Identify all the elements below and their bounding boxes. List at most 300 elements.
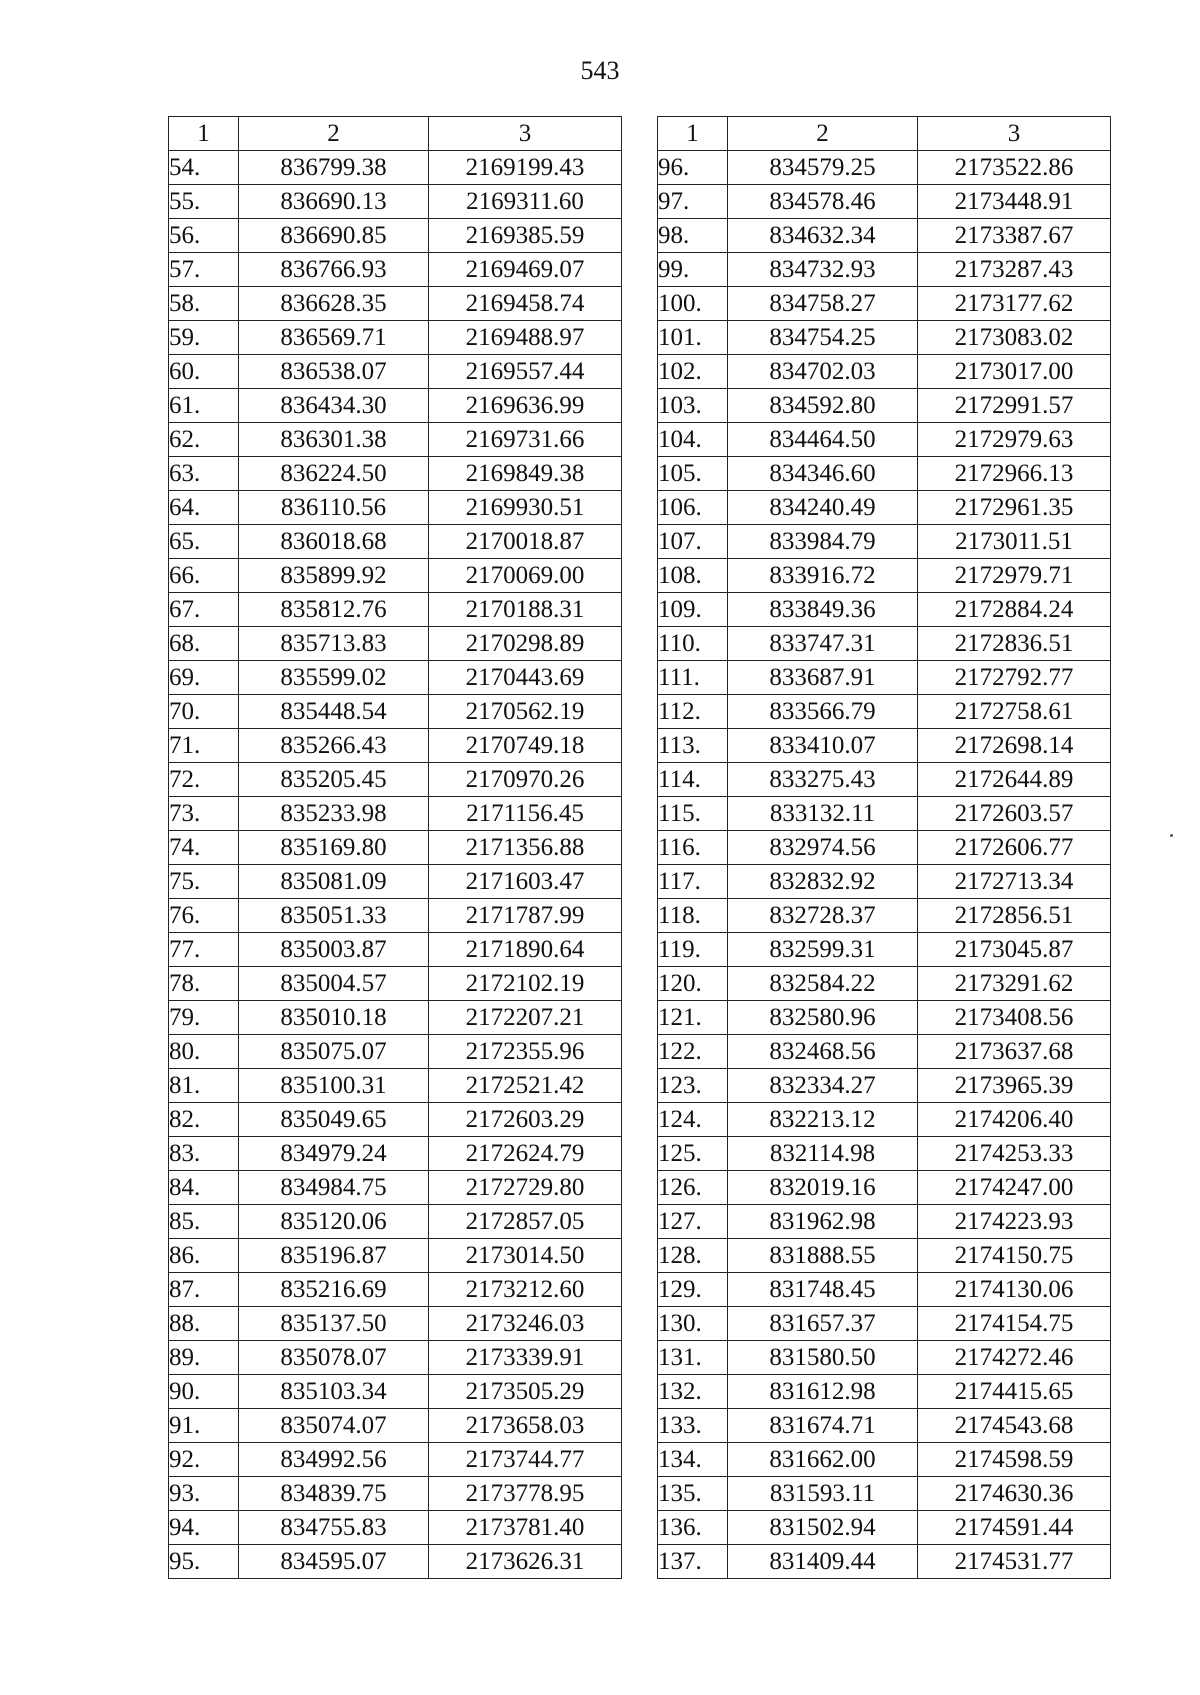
point-number: 102. <box>658 355 728 389</box>
point-number: 120. <box>658 967 728 1001</box>
table-row <box>658 1409 1111 1443</box>
x-coordinate: 835103.34 <box>239 1375 429 1409</box>
y-coordinate: 2172856.51 <box>918 899 1111 933</box>
coordinates-table-right <box>657 116 1111 1579</box>
table-row <box>658 1375 1111 1409</box>
table-row <box>169 1511 622 1545</box>
point-number: 108. <box>658 559 728 593</box>
point-number: 96. <box>658 151 728 185</box>
point-number: 78. <box>169 967 239 1001</box>
y-coordinate: 2173637.68 <box>918 1035 1111 1069</box>
table-row <box>658 831 1111 865</box>
x-coordinate: 836628.35 <box>239 287 429 321</box>
x-coordinate: 832580.96 <box>728 1001 918 1035</box>
y-coordinate: 2173287.43 <box>918 253 1111 287</box>
x-coordinate: 834702.03 <box>728 355 918 389</box>
y-coordinate: 2169557.44 <box>429 355 622 389</box>
table-row <box>169 491 622 525</box>
table-row <box>169 525 622 559</box>
table-body <box>169 151 622 1579</box>
table-row <box>169 1307 622 1341</box>
table-row <box>169 1035 622 1069</box>
point-number: 118. <box>658 899 728 933</box>
y-coordinate: 2172606.77 <box>918 831 1111 865</box>
x-coordinate: 833275.43 <box>728 763 918 797</box>
point-number: 80. <box>169 1035 239 1069</box>
x-coordinate: 834632.34 <box>728 219 918 253</box>
point-number: 62. <box>169 423 239 457</box>
point-number: 105. <box>658 457 728 491</box>
point-number: 82. <box>169 1103 239 1137</box>
table-row <box>658 287 1111 321</box>
table-row <box>169 797 622 831</box>
y-coordinate: 2169731.66 <box>429 423 622 457</box>
x-coordinate: 835812.76 <box>239 593 429 627</box>
point-number: 103. <box>658 389 728 423</box>
y-coordinate: 2172644.89 <box>918 763 1111 797</box>
point-number: 67. <box>169 593 239 627</box>
table-row <box>658 967 1111 1001</box>
table-row <box>169 287 622 321</box>
point-number: 113. <box>658 729 728 763</box>
y-coordinate: 2173291.62 <box>918 967 1111 1001</box>
y-coordinate: 2172961.35 <box>918 491 1111 525</box>
y-coordinate: 2174531.77 <box>918 1545 1111 1579</box>
y-coordinate: 2173408.56 <box>918 1001 1111 1035</box>
y-coordinate: 2170188.31 <box>429 593 622 627</box>
x-coordinate: 834984.75 <box>239 1171 429 1205</box>
point-number: 59. <box>169 321 239 355</box>
x-coordinate: 836301.38 <box>239 423 429 457</box>
table-row <box>658 729 1111 763</box>
y-coordinate: 2172884.24 <box>918 593 1111 627</box>
y-coordinate: 2171787.99 <box>429 899 622 933</box>
point-number: 104. <box>658 423 728 457</box>
table-row <box>658 1477 1111 1511</box>
table-row <box>169 1239 622 1273</box>
x-coordinate: 831657.37 <box>728 1307 918 1341</box>
point-number: 83. <box>169 1137 239 1171</box>
x-coordinate: 834579.25 <box>728 151 918 185</box>
point-number: 58. <box>169 287 239 321</box>
x-coordinate: 835205.45 <box>239 763 429 797</box>
x-coordinate: 832832.92 <box>728 865 918 899</box>
point-number: 107. <box>658 525 728 559</box>
point-number: 122. <box>658 1035 728 1069</box>
x-coordinate: 833916.72 <box>728 559 918 593</box>
y-coordinate: 2174206.40 <box>918 1103 1111 1137</box>
y-coordinate: 2172713.34 <box>918 865 1111 899</box>
column-header-x: 2 <box>239 117 429 151</box>
x-coordinate: 835448.54 <box>239 695 429 729</box>
x-coordinate: 832468.56 <box>728 1035 918 1069</box>
x-coordinate: 836690.13 <box>239 185 429 219</box>
table-row <box>658 865 1111 899</box>
y-coordinate: 2172624.79 <box>429 1137 622 1171</box>
y-coordinate: 2173083.02 <box>918 321 1111 355</box>
y-coordinate: 2169469.07 <box>429 253 622 287</box>
table-row <box>658 695 1111 729</box>
table-row <box>658 661 1111 695</box>
point-number: 112. <box>658 695 728 729</box>
y-coordinate: 2171603.47 <box>429 865 622 899</box>
y-coordinate: 2174154.75 <box>918 1307 1111 1341</box>
table-row <box>658 423 1111 457</box>
x-coordinate: 831502.94 <box>728 1511 918 1545</box>
table-row <box>658 899 1111 933</box>
table-row <box>169 423 622 457</box>
x-coordinate: 835081.09 <box>239 865 429 899</box>
table-row <box>169 151 622 185</box>
point-number: 97. <box>658 185 728 219</box>
y-coordinate: 2171156.45 <box>429 797 622 831</box>
y-coordinate: 2172979.71 <box>918 559 1111 593</box>
x-coordinate: 834595.07 <box>239 1545 429 1579</box>
y-coordinate: 2170562.19 <box>429 695 622 729</box>
y-coordinate: 2170443.69 <box>429 661 622 695</box>
point-number: 116. <box>658 831 728 865</box>
y-coordinate: 2172758.61 <box>918 695 1111 729</box>
table-row <box>169 457 622 491</box>
point-number: 133. <box>658 1409 728 1443</box>
y-coordinate: 2170298.89 <box>429 627 622 661</box>
table-row <box>658 1511 1111 1545</box>
point-number: 86. <box>169 1239 239 1273</box>
y-coordinate: 2169488.97 <box>429 321 622 355</box>
x-coordinate: 834346.60 <box>728 457 918 491</box>
x-coordinate: 832334.27 <box>728 1069 918 1103</box>
y-coordinate: 2174272.46 <box>918 1341 1111 1375</box>
y-coordinate: 2169458.74 <box>429 287 622 321</box>
x-coordinate: 833566.79 <box>728 695 918 729</box>
y-coordinate: 2174247.00 <box>918 1171 1111 1205</box>
point-number: 54. <box>169 151 239 185</box>
x-coordinate: 836110.56 <box>239 491 429 525</box>
x-coordinate: 835899.92 <box>239 559 429 593</box>
y-coordinate: 2169636.99 <box>429 389 622 423</box>
point-number: 115. <box>658 797 728 831</box>
x-coordinate: 831888.55 <box>728 1239 918 1273</box>
column-header-y: 3 <box>918 117 1111 151</box>
y-coordinate: 2173744.77 <box>429 1443 622 1477</box>
table-row <box>169 321 622 355</box>
point-number: 84. <box>169 1171 239 1205</box>
point-number: 66. <box>169 559 239 593</box>
point-number: 98. <box>658 219 728 253</box>
table-row <box>658 797 1111 831</box>
table-row <box>658 593 1111 627</box>
table-row <box>169 1443 622 1477</box>
point-number: 91. <box>169 1409 239 1443</box>
y-coordinate: 2172207.21 <box>429 1001 622 1035</box>
table-row <box>658 627 1111 661</box>
table-row <box>169 1273 622 1307</box>
point-number: 81. <box>169 1069 239 1103</box>
x-coordinate: 836018.68 <box>239 525 429 559</box>
y-coordinate: 2170970.26 <box>429 763 622 797</box>
x-coordinate: 833984.79 <box>728 525 918 559</box>
y-coordinate: 2172792.77 <box>918 661 1111 695</box>
table-row <box>169 899 622 933</box>
table-row <box>169 763 622 797</box>
y-coordinate: 2174630.36 <box>918 1477 1111 1511</box>
coordinates-table-left <box>168 116 622 1579</box>
y-coordinate: 2172729.80 <box>429 1171 622 1205</box>
y-coordinate: 2170018.87 <box>429 525 622 559</box>
table-row <box>658 219 1111 253</box>
y-coordinate: 2173014.50 <box>429 1239 622 1273</box>
table-row <box>658 321 1111 355</box>
y-coordinate: 2174130.06 <box>918 1273 1111 1307</box>
point-number: 110. <box>658 627 728 661</box>
scan-speck <box>1170 834 1173 837</box>
table-row <box>169 593 622 627</box>
y-coordinate: 2173626.31 <box>429 1545 622 1579</box>
point-number: 76. <box>169 899 239 933</box>
table-row <box>658 933 1111 967</box>
column-header-number: 1 <box>658 117 728 151</box>
point-number: 117. <box>658 865 728 899</box>
y-coordinate: 2173045.87 <box>918 933 1111 967</box>
x-coordinate: 831662.00 <box>728 1443 918 1477</box>
point-number: 125. <box>658 1137 728 1171</box>
table-row <box>658 1069 1111 1103</box>
table-header-row <box>658 117 1111 151</box>
point-number: 75. <box>169 865 239 899</box>
table-row <box>658 1545 1111 1579</box>
x-coordinate: 836799.38 <box>239 151 429 185</box>
y-coordinate: 2174150.75 <box>918 1239 1111 1273</box>
y-coordinate: 2174223.93 <box>918 1205 1111 1239</box>
x-coordinate: 836434.30 <box>239 389 429 423</box>
x-coordinate: 835233.98 <box>239 797 429 831</box>
y-coordinate: 2172979.63 <box>918 423 1111 457</box>
point-number: 69. <box>169 661 239 695</box>
x-coordinate: 834754.25 <box>728 321 918 355</box>
x-coordinate: 833747.31 <box>728 627 918 661</box>
x-coordinate: 834979.24 <box>239 1137 429 1171</box>
table-row <box>169 729 622 763</box>
table-row <box>169 967 622 1001</box>
x-coordinate: 833132.11 <box>728 797 918 831</box>
x-coordinate: 834758.27 <box>728 287 918 321</box>
point-number: 55. <box>169 185 239 219</box>
table-row <box>658 1239 1111 1273</box>
x-coordinate: 836224.50 <box>239 457 429 491</box>
point-number: 70. <box>169 695 239 729</box>
table-row <box>169 1341 622 1375</box>
y-coordinate: 2174543.68 <box>918 1409 1111 1443</box>
point-number: 136. <box>658 1511 728 1545</box>
point-number: 119. <box>658 933 728 967</box>
column-header-number: 1 <box>169 117 239 151</box>
point-number: 94. <box>169 1511 239 1545</box>
y-coordinate: 2169849.38 <box>429 457 622 491</box>
table-row <box>658 1341 1111 1375</box>
table-row <box>658 1001 1111 1035</box>
table-row <box>658 389 1111 423</box>
y-coordinate: 2172857.05 <box>429 1205 622 1239</box>
x-coordinate: 835100.31 <box>239 1069 429 1103</box>
x-coordinate: 831674.71 <box>728 1409 918 1443</box>
y-coordinate: 2172102.19 <box>429 967 622 1001</box>
point-number: 57. <box>169 253 239 287</box>
point-number: 109. <box>658 593 728 627</box>
point-number: 101. <box>658 321 728 355</box>
table-row <box>169 933 622 967</box>
point-number: 87. <box>169 1273 239 1307</box>
y-coordinate: 2173339.91 <box>429 1341 622 1375</box>
table-row <box>169 627 622 661</box>
table-row <box>169 695 622 729</box>
y-coordinate: 2172991.57 <box>918 389 1111 423</box>
point-number: 127. <box>658 1205 728 1239</box>
y-coordinate: 2173387.67 <box>918 219 1111 253</box>
x-coordinate: 835003.87 <box>239 933 429 967</box>
y-coordinate: 2169930.51 <box>429 491 622 525</box>
x-coordinate: 835169.80 <box>239 831 429 865</box>
y-coordinate: 2169199.43 <box>429 151 622 185</box>
table-row <box>658 151 1111 185</box>
point-number: 89. <box>169 1341 239 1375</box>
table-row <box>169 865 622 899</box>
x-coordinate: 835196.87 <box>239 1239 429 1273</box>
point-number: 95. <box>169 1545 239 1579</box>
point-number: 114. <box>658 763 728 797</box>
x-coordinate: 834755.83 <box>239 1511 429 1545</box>
table-row <box>658 1103 1111 1137</box>
table-row <box>169 219 622 253</box>
point-number: 131. <box>658 1341 728 1375</box>
y-coordinate: 2169385.59 <box>429 219 622 253</box>
x-coordinate: 834578.46 <box>728 185 918 219</box>
x-coordinate: 832019.16 <box>728 1171 918 1205</box>
table-row <box>658 1035 1111 1069</box>
y-coordinate: 2172603.57 <box>918 797 1111 831</box>
x-coordinate: 834240.49 <box>728 491 918 525</box>
point-number: 111. <box>658 661 728 695</box>
x-coordinate: 835120.06 <box>239 1205 429 1239</box>
x-coordinate: 833687.91 <box>728 661 918 695</box>
y-coordinate: 2173522.86 <box>918 151 1111 185</box>
x-coordinate: 831612.98 <box>728 1375 918 1409</box>
y-coordinate: 2173212.60 <box>429 1273 622 1307</box>
point-number: 90. <box>169 1375 239 1409</box>
table-row <box>658 1205 1111 1239</box>
y-coordinate: 2174253.33 <box>918 1137 1111 1171</box>
x-coordinate: 833849.36 <box>728 593 918 627</box>
x-coordinate: 832114.98 <box>728 1137 918 1171</box>
point-number: 92. <box>169 1443 239 1477</box>
x-coordinate: 835051.33 <box>239 899 429 933</box>
table-row <box>169 831 622 865</box>
point-number: 63. <box>169 457 239 491</box>
table-row <box>658 457 1111 491</box>
point-number: 73. <box>169 797 239 831</box>
x-coordinate: 832584.22 <box>728 967 918 1001</box>
x-coordinate: 835004.57 <box>239 967 429 1001</box>
x-coordinate: 831580.50 <box>728 1341 918 1375</box>
table-row <box>658 559 1111 593</box>
column-header-y: 3 <box>429 117 622 151</box>
y-coordinate: 2173781.40 <box>429 1511 622 1545</box>
table-row <box>658 1171 1111 1205</box>
x-coordinate: 832213.12 <box>728 1103 918 1137</box>
x-coordinate: 836538.07 <box>239 355 429 389</box>
point-number: 121. <box>658 1001 728 1035</box>
x-coordinate: 834592.80 <box>728 389 918 423</box>
point-number: 71. <box>169 729 239 763</box>
x-coordinate: 836690.85 <box>239 219 429 253</box>
x-coordinate: 835599.02 <box>239 661 429 695</box>
table-row <box>658 491 1111 525</box>
point-number: 74. <box>169 831 239 865</box>
x-coordinate: 835137.50 <box>239 1307 429 1341</box>
y-coordinate: 2173448.91 <box>918 185 1111 219</box>
x-coordinate: 833410.07 <box>728 729 918 763</box>
table-row <box>658 185 1111 219</box>
x-coordinate: 835078.07 <box>239 1341 429 1375</box>
point-number: 72. <box>169 763 239 797</box>
x-coordinate: 831748.45 <box>728 1273 918 1307</box>
table-row <box>169 1545 622 1579</box>
point-number: 56. <box>169 219 239 253</box>
y-coordinate: 2172966.13 <box>918 457 1111 491</box>
table-row <box>658 1307 1111 1341</box>
x-coordinate: 835049.65 <box>239 1103 429 1137</box>
y-coordinate: 2173011.51 <box>918 525 1111 559</box>
table-row <box>169 355 622 389</box>
x-coordinate: 835075.07 <box>239 1035 429 1069</box>
y-coordinate: 2173778.95 <box>429 1477 622 1511</box>
table-row <box>169 1205 622 1239</box>
x-coordinate: 832974.56 <box>728 831 918 865</box>
table-row <box>169 389 622 423</box>
table-row <box>658 253 1111 287</box>
x-coordinate: 835216.69 <box>239 1273 429 1307</box>
y-coordinate: 2172355.96 <box>429 1035 622 1069</box>
y-coordinate: 2173246.03 <box>429 1307 622 1341</box>
point-number: 99. <box>658 253 728 287</box>
x-coordinate: 834464.50 <box>728 423 918 457</box>
table-body <box>658 151 1111 1579</box>
table-row <box>169 1137 622 1171</box>
table-row <box>658 1443 1111 1477</box>
x-coordinate: 831593.11 <box>728 1477 918 1511</box>
point-number: 128. <box>658 1239 728 1273</box>
point-number: 60. <box>169 355 239 389</box>
point-number: 100. <box>658 287 728 321</box>
table-row <box>169 661 622 695</box>
x-coordinate: 831409.44 <box>728 1545 918 1579</box>
y-coordinate: 2169311.60 <box>429 185 622 219</box>
y-coordinate: 2170069.00 <box>429 559 622 593</box>
x-coordinate: 836569.71 <box>239 321 429 355</box>
x-coordinate: 835074.07 <box>239 1409 429 1443</box>
y-coordinate: 2170749.18 <box>429 729 622 763</box>
x-coordinate: 835266.43 <box>239 729 429 763</box>
point-number: 130. <box>658 1307 728 1341</box>
table-row <box>169 185 622 219</box>
x-coordinate: 834992.56 <box>239 1443 429 1477</box>
table-row <box>169 1069 622 1103</box>
page-number: 543 <box>580 56 620 85</box>
point-number: 79. <box>169 1001 239 1035</box>
point-number: 129. <box>658 1273 728 1307</box>
x-coordinate: 834839.75 <box>239 1477 429 1511</box>
point-number: 61. <box>169 389 239 423</box>
y-coordinate: 2171890.64 <box>429 933 622 967</box>
